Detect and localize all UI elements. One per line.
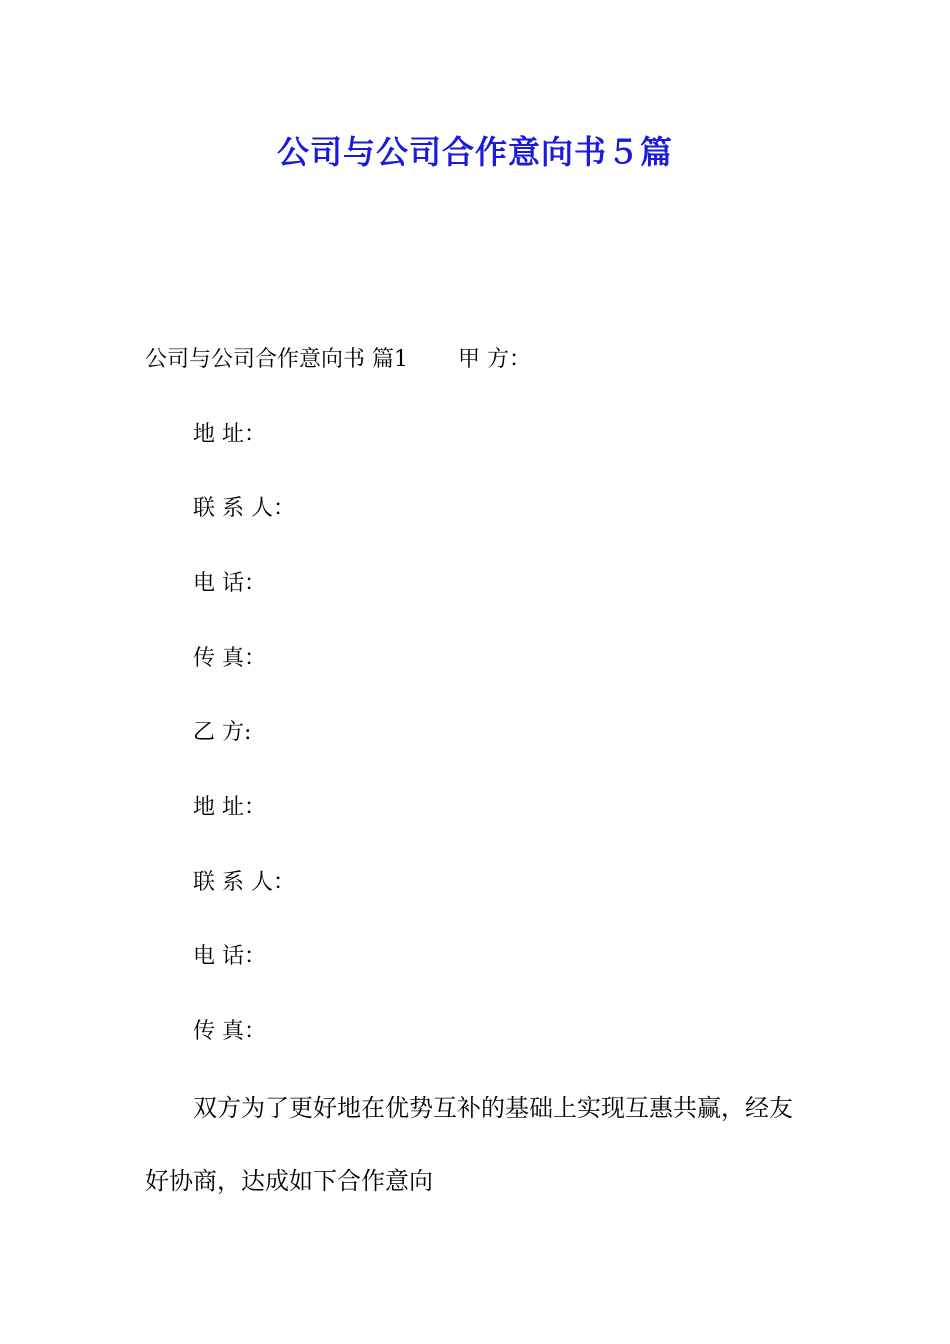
party-b-address-label: 地 址： bbox=[193, 795, 266, 820]
party-b-label: 乙 方: bbox=[193, 720, 252, 745]
party-a-label: 甲 方： bbox=[458, 347, 531, 372]
party-a-address-label: 地 址： bbox=[193, 422, 266, 447]
party-b-contact-label: 联 系 人： bbox=[193, 870, 295, 895]
party-b-phone-label: 电 话： bbox=[193, 944, 266, 969]
party-a-contact-label: 联 系 人： bbox=[193, 496, 295, 521]
party-a-fax-label: 传 真： bbox=[193, 646, 266, 671]
section-heading: 公司与公司合作意向书 篇1 bbox=[145, 347, 408, 372]
body-paragraph-line-1: 双方为了更好地在优势互补的基础上实现互惠共赢，经友 bbox=[193, 1094, 793, 1122]
party-a-phone-label: 电 话： bbox=[193, 571, 266, 596]
page-title: 公司与公司合作意向书５篇 bbox=[276, 133, 673, 171]
section-heading-row bbox=[145, 345, 531, 375]
body-paragraph-line-2: 好协商，达成如下合作意向 bbox=[145, 1167, 433, 1195]
party-b-fax-label: 传 真： bbox=[193, 1019, 266, 1044]
